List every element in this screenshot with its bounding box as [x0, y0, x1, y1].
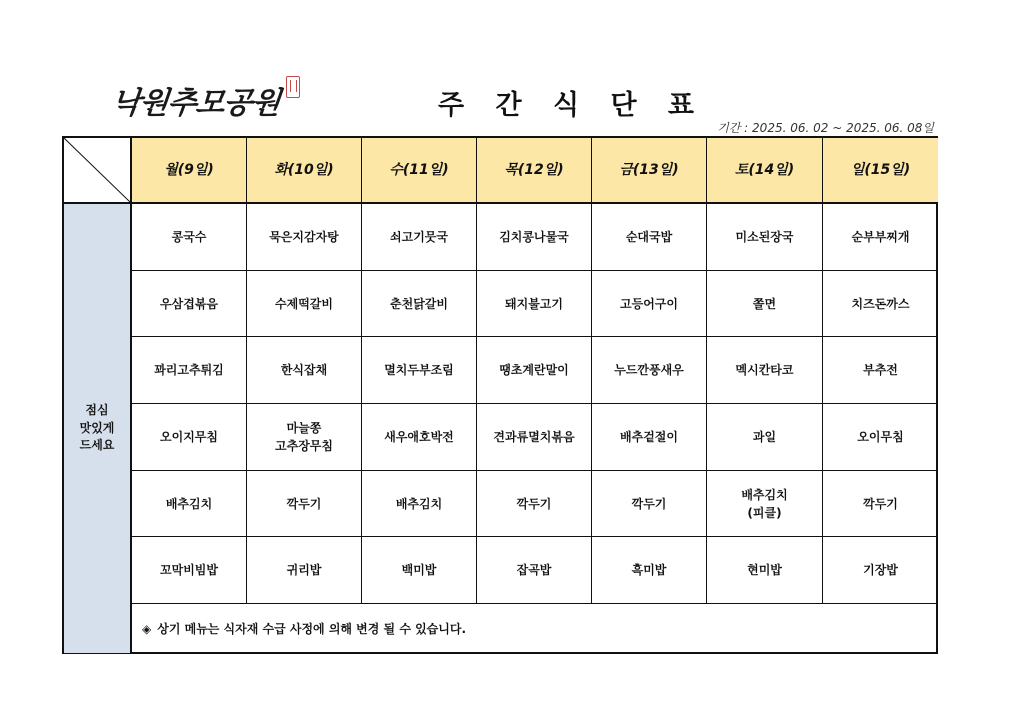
menu-cell: 배추겉절이 — [592, 404, 707, 471]
menu-cell: 꽈리고추튀김 — [132, 337, 247, 404]
menu-cell: 잡곡밥 — [477, 537, 592, 604]
menu-cell: 배추김치 (피클) — [707, 471, 823, 537]
menu-cell: 쇠고기뭇국 — [362, 204, 477, 271]
menu-cell: 쫄면 — [707, 271, 823, 337]
menu-cell: 견과류멸치볶음 — [477, 404, 592, 471]
menu-cell: 한식잡채 — [247, 337, 362, 404]
page-title: 주 간 식 단 표 — [438, 90, 706, 121]
day-header: 토(14일) — [707, 138, 823, 204]
day-header: 월(9일) — [132, 138, 247, 204]
menu-cell: 새우애호박전 — [362, 404, 477, 471]
corner-cell — [64, 138, 132, 204]
menu-cell: 기장밥 — [823, 537, 938, 604]
menu-cell: 미소된장국 — [707, 204, 823, 271]
menu-cell: 고등어구이 — [592, 271, 707, 337]
menu-cell: 오이무침 — [823, 404, 938, 471]
menu-table — [62, 136, 938, 654]
menu-cell: 과일 — [707, 404, 823, 471]
menu-cell: 치즈돈까스 — [823, 271, 938, 337]
menu-cell: 우삼겹볶음 — [132, 271, 247, 337]
menu-cell: 오이지무침 — [132, 404, 247, 471]
menu-cell: 꼬막비빔밥 — [132, 537, 247, 604]
menu-cell: 배추김치 — [132, 471, 247, 537]
menu-cell: 김치콩나물국 — [477, 204, 592, 271]
menu-cell: 누드깐풍새우 — [592, 337, 707, 404]
notice-text: 상기 메뉴는 식자재 수급 사정에 의해 변경 될 수 있습니다. — [157, 622, 467, 636]
menu-cell: 순부부찌개 — [823, 204, 938, 271]
menu-cell: 묵은지감자탕 — [247, 204, 362, 271]
day-header: 화(10일) — [247, 138, 362, 204]
logo — [109, 74, 302, 122]
menu-cell: 콩국수 — [132, 204, 247, 271]
menu-cell: 흑미밥 — [592, 537, 707, 604]
notice-row — [132, 604, 938, 654]
menu-cell: 땡초계란말이 — [477, 337, 592, 404]
menu-cell: 백미밥 — [362, 537, 477, 604]
menu-cell: 마늘쫑 고추장무침 — [247, 404, 362, 471]
menu-cell: 순대국밥 — [592, 204, 707, 271]
period-text: 기간 : 2025. 06. 02 ~ 2025. 06. 08일 — [717, 121, 934, 135]
menu-cell: 수제떡갈비 — [247, 271, 362, 337]
seal-icon — [286, 76, 300, 98]
menu-cell: 깍두기 — [823, 471, 938, 537]
menu-cell: 배추김치 — [362, 471, 477, 537]
menu-cell: 부추전 — [823, 337, 938, 404]
day-header: 목(12일) — [477, 138, 592, 204]
menu-cell: 춘천닭갈비 — [362, 271, 477, 337]
day-header: 금(13일) — [592, 138, 707, 204]
side-label: 점심 맛있게 드세요 — [64, 204, 132, 654]
menu-cell: 깍두기 — [477, 471, 592, 537]
day-header: 일(15일) — [823, 138, 938, 204]
menu-cell: 귀리밥 — [247, 537, 362, 604]
menu-cell: 멸치두부조림 — [362, 337, 477, 404]
diamond-bullet-icon: ◈ — [142, 622, 152, 636]
diagonal-line-icon — [64, 138, 130, 202]
menu-cell: 돼지불고기 — [477, 271, 592, 337]
menu-cell: 깍두기 — [247, 471, 362, 537]
day-header: 수(11일) — [362, 138, 477, 204]
menu-cell: 멕시칸타코 — [707, 337, 823, 404]
menu-cell: 깍두기 — [592, 471, 707, 537]
menu-cell: 현미밥 — [707, 537, 823, 604]
logo-text: 낙원추모공원 — [109, 86, 282, 121]
